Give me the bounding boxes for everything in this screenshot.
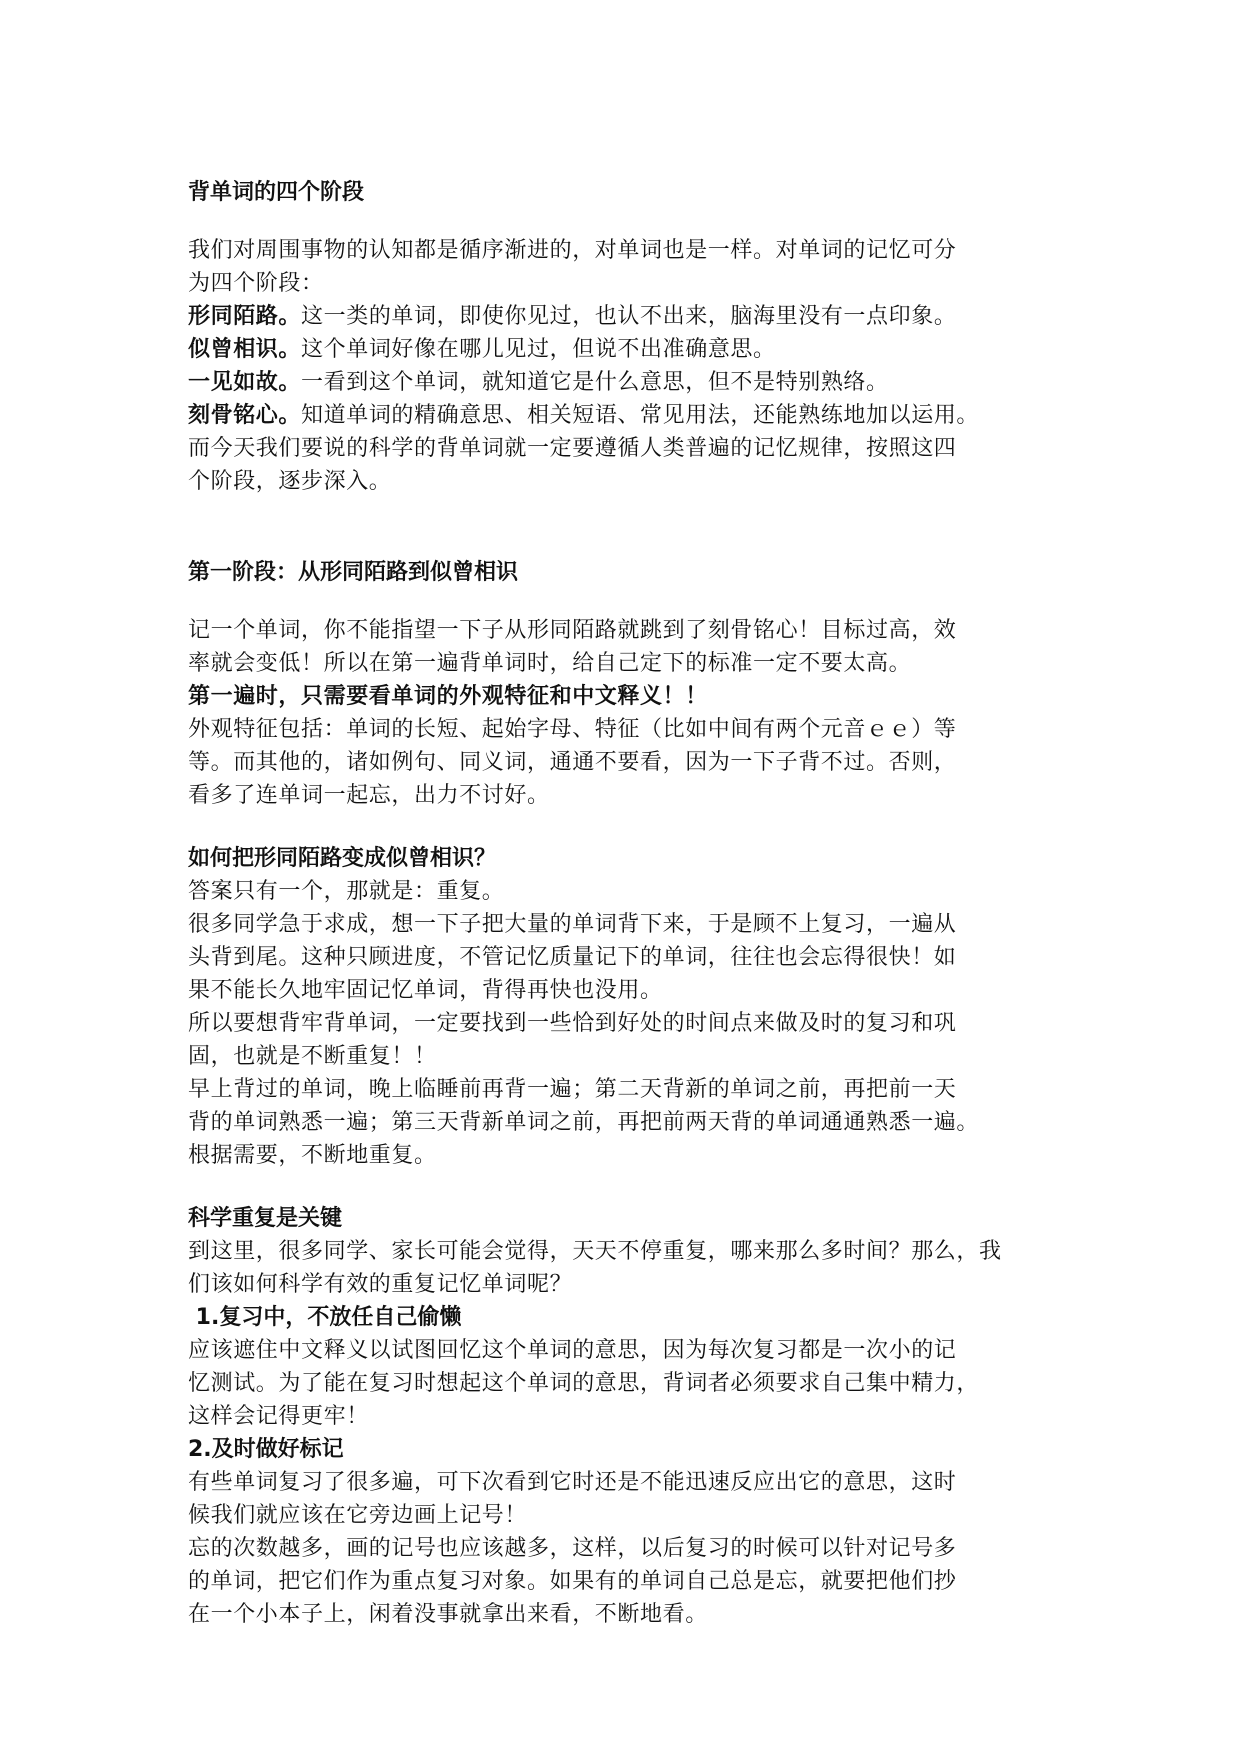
section-title: 背单词的四个阶段	[188, 180, 365, 205]
stage-label: 一见如故。	[188, 370, 302, 395]
stage-line	[188, 300, 1088, 333]
document-body	[188, 176, 1088, 1631]
stage-line	[188, 366, 1088, 399]
stage-label: 刻骨铭心。	[188, 403, 302, 428]
paragraph-line: 外观特征包括：单词的长短、起始字母、特征（比如中间有两个元音ｅｅ）等	[188, 717, 957, 742]
spacer	[188, 1172, 1088, 1202]
paragraph-line: 这样会记得更牢！	[188, 1404, 369, 1429]
paragraph-line: 而今天我们要说的科学的背单词就一定要遵循人类普遍的记忆规律，按照这四	[188, 436, 957, 461]
paragraph-line: 头背到尾。这种只顾进度，不管记忆质量记下的单词，往往也会忘得很快！如	[188, 945, 957, 970]
paragraph-line: 的单词，把它们作为重点复习对象。如果有的单词自己总是忘，就要把他们抄	[188, 1569, 957, 1594]
paragraph-line: 等。而其他的，诸如例句、同义词，通通不要看，因为一下子背不过。否则，	[188, 750, 957, 775]
subsection-title: 1.复习中，不放任自己偷懒	[188, 1305, 462, 1330]
stage-text: 一看到这个单词，就知道它是什么意思，但不是特别熟络。	[301, 370, 889, 395]
paragraph-line: 应该遮住中文释义以试图回忆这个单词的意思，因为每次复习都是一次小的记	[188, 1338, 957, 1363]
stage-label: 似曾相识。	[188, 337, 302, 362]
stage-text: 这个单词好像在哪儿见过，但说不出准确意思。	[301, 337, 776, 362]
paragraph-line: 根据需要，不断地重复。	[188, 1143, 437, 1168]
paragraph-line: 在一个小本子上，闲着没事就拿出来看，不断地看。	[188, 1602, 708, 1627]
paragraph-line: 背的单词熟悉一遍；第三天背新单词之前，再把前两天背的单词通通熟悉一遍。	[188, 1110, 980, 1135]
paragraph-line: 记一个单词，你不能指望一下子从形同陌路就跳到了刻骨铭心！目标过高，效	[188, 618, 957, 643]
paragraph-line: 到这里，很多同学、家长可能会觉得，天天不停重复，哪来那么多时间？那么，我	[188, 1239, 1002, 1264]
paragraph-line: 早上背过的单词，晚上临睡前再背一遍；第二天背新的单词之前，再把前一天	[188, 1077, 957, 1102]
paragraph-line: 候我们就应该在它旁边画上记号！	[188, 1503, 528, 1528]
paragraph-line: 所以要想背牢背单词，一定要找到一些恰到好处的时间点来做及时的复习和巩	[188, 1011, 957, 1036]
emphasis-line: 第一遍时，只需要看单词的外观特征和中文释义！！	[188, 684, 708, 709]
stage-line	[188, 399, 1088, 432]
paragraph-line: 个阶段，逐步深入。	[188, 469, 392, 494]
paragraph-line: 为四个阶段：	[188, 271, 324, 296]
spacer	[188, 498, 1088, 556]
paragraph-line: 果不能长久地牢固记忆单词，背得再快也没用。	[188, 978, 663, 1003]
paragraph-line: 固，也就是不断重复！！	[188, 1044, 437, 1069]
paragraph-line: 率就会变低！所以在第一遍背单词时，给自己定下的标准一定不要太高。	[188, 651, 912, 676]
paragraph-line: 有些单词复习了很多遍，可下次看到它时还是不能迅速反应出它的意思，这时	[188, 1470, 957, 1495]
paragraph-line: 忘的次数越多，画的记号也应该越多，这样，以后复习的时候可以针对记号多	[188, 1536, 957, 1561]
spacer	[188, 812, 1088, 842]
paragraph-line: 看多了连单词一起忘，出力不讨好。	[188, 783, 550, 808]
stage-text: 知道单词的精确意思、相关短语、常见用法，还能熟练地加以运用。	[301, 403, 980, 428]
paragraph-line: 答案只有一个，那就是：重复。	[188, 879, 505, 904]
paragraph-line: 们该如何科学有效的重复记忆单词呢？	[188, 1272, 573, 1297]
stage-text: 这一类的单词，即使你见过，也认不出来，脑海里没有一点印象。	[301, 304, 957, 329]
section-title: 科学重复是关键	[188, 1206, 343, 1231]
paragraph-line: 我们对周围事物的认知都是循序渐进的，对单词也是一样。对单词的记忆可分	[188, 238, 957, 263]
subsection-title: 2.及时做好标记	[188, 1437, 344, 1462]
section-title: 如何把形同陌路变成似曾相识？	[188, 846, 497, 871]
paragraph-line: 很多同学急于求成，想一下子把大量的单词背下来，于是顾不上复习，一遍从	[188, 912, 957, 937]
paragraph-line: 忆测试。为了能在复习时想起这个单词的意思，背词者必须要求自己集中精力，	[188, 1371, 980, 1396]
stage-label: 形同陌路。	[188, 304, 302, 329]
stage-line	[188, 333, 1088, 366]
section-title: 第一阶段：从形同陌路到似曾相识	[188, 560, 519, 585]
